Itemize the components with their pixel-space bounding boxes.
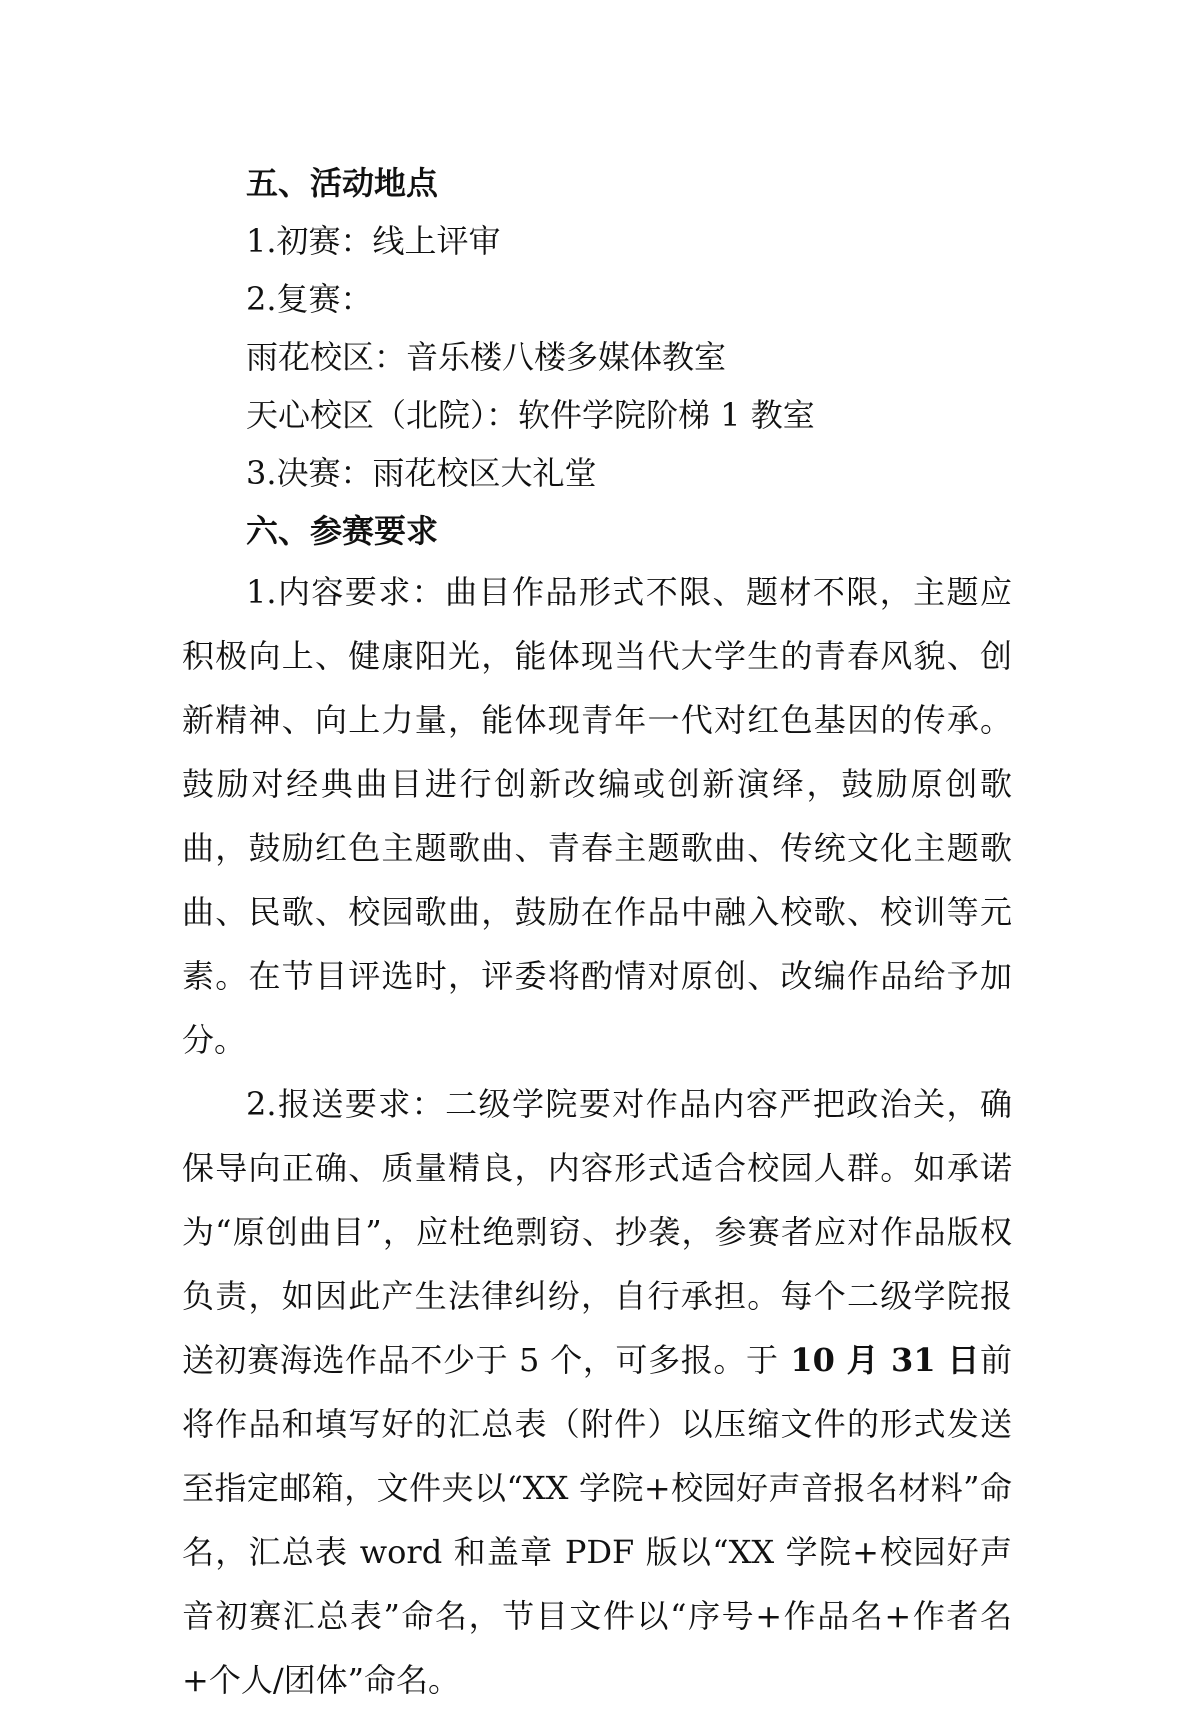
venue-semi: 2.复赛： xyxy=(246,280,373,318)
venue-tianxin: 天心校区（北院）：软件学院阶梯 1 教室 xyxy=(246,396,815,434)
venue-yuhua: 雨花校区：音乐楼八楼多媒体教室 xyxy=(246,338,727,376)
submission-text-after: 前将作品和填写好的汇总表（附件）以压缩文件的形式发送至指定邮箱，文件夹以“XX 学院+校园好声音报名材料”命名，汇总表 word 和盖章 PDF 版以“XX 学院+校园好声音初赛汇总表”命名，节目文件以“序号+作品名+作者名+个人/团体”命名。 xyxy=(182,1341,1012,1699)
submission-deadline: 10 月 31 日 xyxy=(778,1341,980,1379)
venue-final: 3.决赛：雨花校区大礼堂 xyxy=(246,454,597,492)
document-body xyxy=(182,154,1012,1712)
section5-heading: 五、活动地点 xyxy=(246,164,439,202)
requirement-content-paragraph: 1.内容要求：曲目作品形式不限、题材不限，主题应积极向上、健康阳光，能体现当代大学生的青春风貌、创新精神、向上力量，能体现青年一代对红色基因的传承。鼓励对经典曲目进行创新改编或创新演绎，鼓励原创歌曲，鼓励红色主题歌曲、青春主题歌曲、传统文化主题歌曲、民歌、校园歌曲，鼓励在作品中融入校歌、校训等元素。在节目评选时，评委将酌情对原创、改编作品给予加分。 xyxy=(182,573,1012,1059)
submission-text-before: 2.报送要求：二级学院要对作品内容严把政治关，确保导向正确、质量精良，内容形式适合校园人群。如承诺为“原创曲目”，应杜绝剽窃、抄袭，参赛者应对作品版权负责，如因此产生法律纠纷，自行承担。每个二级学院报送初赛海选作品不少于 5 个，可多报。于 xyxy=(182,1085,1012,1379)
requirement-submission-paragraph xyxy=(182,1072,1012,1712)
venue-prelim: 1.初赛：线上评审 xyxy=(246,222,501,260)
section6-heading: 六、参赛要求 xyxy=(246,512,439,550)
